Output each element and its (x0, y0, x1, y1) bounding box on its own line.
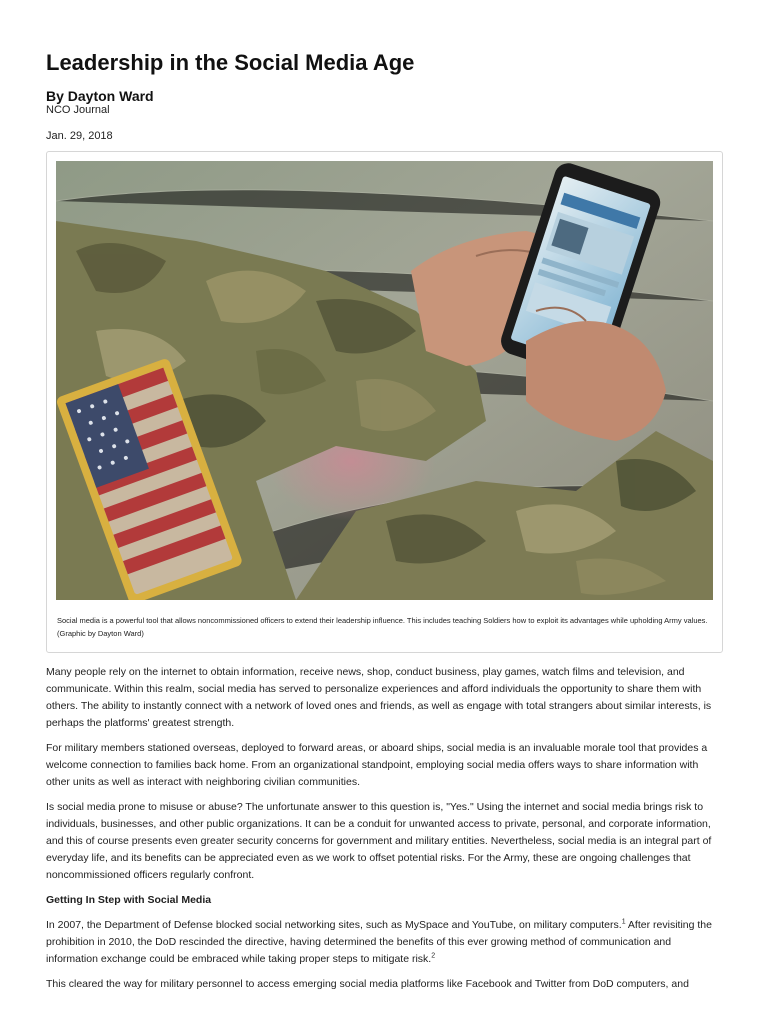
article-image (56, 161, 713, 600)
publication-name: NCO Journal (46, 104, 110, 116)
paragraph-text: After revisiting the prohibition in 2010, the DoD rescinded the directive, having determined the benefits of this ever growing method of communication and information exchange could be embraced while taking proper steps to mitigate risk. (46, 919, 712, 965)
section-heading: Getting In Step with Social Media (46, 894, 212, 906)
paragraph: This cleared the way for military personnel to access emerging social media platforms like Facebook and Twitter from DoD computers, and (46, 978, 689, 990)
footnote-ref[interactable]: 2 (431, 952, 436, 960)
paragraph: Is social media prone to misuse or abuse? The unfortunate answer to this question is, "Yes." Using the internet and social media brings risk to individuals, businesses, and other public organizations. It can be a conduit for unwanted access to private, personal, and corporate information, and this of course presents even greater security concerns for government and military entities. Nevertheless, social media is an integral part of everyday life, and its benefits can be appreciated even as we work to offset potential risks. For the Army, these are ongoing challenges that noncommissioned officers regularly confront. (46, 801, 712, 881)
paragraph: For military members stationed overseas, deployed to forward areas, or aboard ships, social media is an invaluable morale tool that provides a welcome connection to families back home. From an organizational standpoint, employing social media offers ways to share information with other units as well as interact with neighboring civilian communities. (46, 742, 708, 788)
paragraph: Many people rely on the internet to obtain information, receive news, shop, conduct business, play games, watch films and television, and communicate. Within this realm, social media has served to personalize experiences and afford individuals the opportunity to share them with others. The ability to instantly connect with a network of loved ones and friends, as well as engage with total strangers about similar interests, is perhaps the platforms' greatest strength. (46, 666, 712, 729)
caption-text: Social media is a powerful tool that allows noncommissioned officers to extend their leadership influence. This includes teaching Soldiers how to exploit its advantages while upholding Army values. (57, 616, 708, 625)
paragraph-text: In 2007, the Department of Defense blocked social networking sites, such as MySpace and YouTube, on military computers. (46, 919, 622, 931)
article-title: Leadership in the Social Media Age (46, 50, 415, 75)
figure-caption (57, 614, 713, 640)
publish-date: Jan. 29, 2018 (46, 130, 113, 142)
article-byline: By Dayton Ward (46, 88, 154, 104)
caption-credit: (Graphic by Dayton Ward) (57, 629, 144, 638)
article-figure (46, 151, 723, 653)
paragraph (46, 917, 722, 968)
soldier-smartphone-illustration (56, 161, 713, 600)
article-body (46, 664, 722, 1001)
footnote-ref[interactable]: 1 (621, 918, 626, 926)
